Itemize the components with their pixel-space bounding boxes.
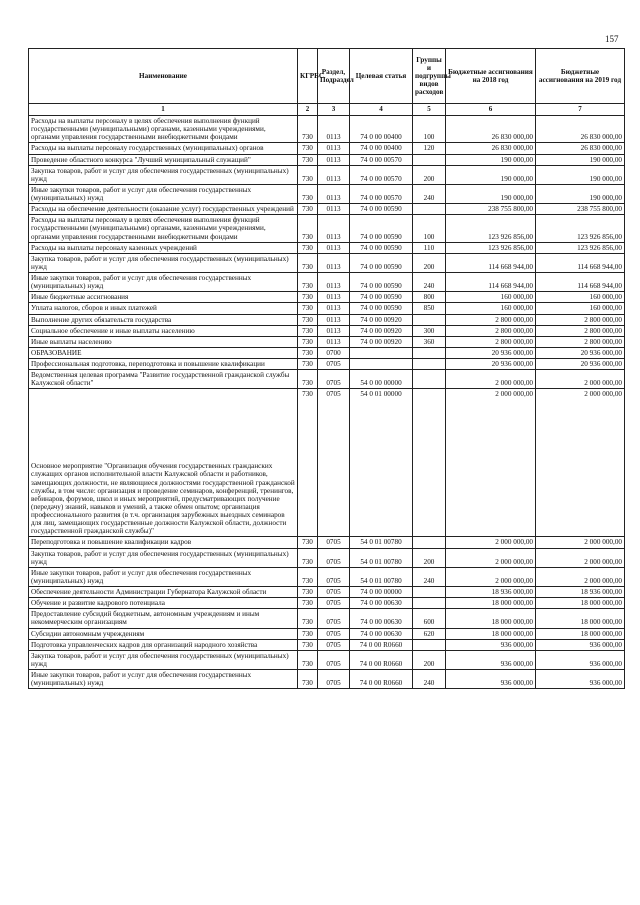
row-amount-2019: 26 830 000,00 <box>536 116 625 143</box>
row-amount-2018: 2 800 000,00 <box>446 336 536 347</box>
table-row <box>29 273 625 292</box>
row-name: Иные закупки товаров, работ и услуг для обеспечения государственных (муниципальных) нужд <box>29 273 298 292</box>
row-amount-2019: 18 000 000,00 <box>536 628 625 639</box>
row-target <box>350 347 413 358</box>
row-name: Закупка товаров, работ и услуг для обеспечения государственных (муниципальных) нужд <box>29 253 298 272</box>
row-kgrbs: 730 <box>298 347 318 358</box>
row-amount-2018: 936 000,00 <box>446 639 536 650</box>
row-name: Предоставление субсидий бюджетным, автономным учреждениям и иным некоммерческим организациям <box>29 609 298 628</box>
row-name: Закупка товаров, работ и услуг для обеспечения государственных (муниципальных) нужд <box>29 165 298 184</box>
row-kgrbs: 730 <box>298 273 318 292</box>
row-kgrbs: 730 <box>298 303 318 314</box>
row-name: Социальное обеспечение и иные выплаты населению <box>29 325 298 336</box>
row-amount-2019: 2 000 000,00 <box>536 370 625 389</box>
row-kgrbs: 730 <box>298 143 318 154</box>
row-name: Расходы на выплаты персоналу государственных (муниципальных) органов <box>29 143 298 154</box>
row-section: 0113 <box>318 215 350 242</box>
row-kgrbs: 730 <box>298 639 318 650</box>
row-kgrbs: 730 <box>298 389 318 537</box>
row-group: 200 <box>413 548 446 567</box>
row-amount-2018: 123 926 856,00 <box>446 215 536 242</box>
row-target: 54 0 01 00780 <box>350 567 413 586</box>
row-kgrbs: 730 <box>298 628 318 639</box>
row-amount-2018: 2 000 000,00 <box>446 537 536 548</box>
row-kgrbs: 730 <box>298 537 318 548</box>
row-target: 74 0 00 00630 <box>350 628 413 639</box>
table-row <box>29 650 625 669</box>
table-row <box>29 242 625 253</box>
row-amount-2018: 190 000,00 <box>446 154 536 165</box>
row-target: 54 0 00 00000 <box>350 370 413 389</box>
row-amount-2019: 2 800 000,00 <box>536 325 625 336</box>
row-name: ОБРАЗОВАНИЕ <box>29 347 298 358</box>
row-section: 0113 <box>318 292 350 303</box>
row-amount-2018: 2 000 000,00 <box>446 389 536 537</box>
row-target: 74 0 00 00590 <box>350 292 413 303</box>
row-group: 200 <box>413 650 446 669</box>
row-amount-2019: 20 936 000,00 <box>536 347 625 358</box>
row-kgrbs: 730 <box>298 154 318 165</box>
row-amount-2019: 2 000 000,00 <box>536 548 625 567</box>
row-name: Иные закупки товаров, работ и услуг для обеспечения государственных (муниципальных) нужд <box>29 567 298 586</box>
row-amount-2019: 936 000,00 <box>536 650 625 669</box>
row-amount-2019: 160 000,00 <box>536 303 625 314</box>
row-section: 0705 <box>318 598 350 609</box>
row-kgrbs: 730 <box>298 292 318 303</box>
table-row <box>29 292 625 303</box>
page-number: 157 <box>605 34 619 44</box>
row-target: 74 0 00 00630 <box>350 598 413 609</box>
table-row <box>29 143 625 154</box>
row-kgrbs: 730 <box>298 587 318 598</box>
col-number: 5 <box>413 104 446 116</box>
row-amount-2018: 2 000 000,00 <box>446 370 536 389</box>
row-section: 0705 <box>318 370 350 389</box>
row-amount-2018: 18 000 000,00 <box>446 598 536 609</box>
col-number: 4 <box>350 104 413 116</box>
row-section: 0113 <box>318 314 350 325</box>
row-kgrbs: 730 <box>298 215 318 242</box>
col-number: 6 <box>446 104 536 116</box>
row-amount-2018: 26 830 000,00 <box>446 116 536 143</box>
row-amount-2019: 18 000 000,00 <box>536 598 625 609</box>
row-section: 0113 <box>318 154 350 165</box>
row-amount-2018: 18 000 000,00 <box>446 628 536 639</box>
row-target: 54 0 01 00000 <box>350 389 413 537</box>
table-row <box>29 537 625 548</box>
row-group <box>413 537 446 548</box>
row-amount-2018: 114 668 944,00 <box>446 273 536 292</box>
row-name: Профессиональная подготовка, переподготовка и повышение квалификации <box>29 359 298 370</box>
row-kgrbs: 730 <box>298 359 318 370</box>
row-name: Расходы на выплаты персоналу казенных учреждений <box>29 242 298 253</box>
row-section: 0705 <box>318 389 350 537</box>
row-group: 300 <box>413 325 446 336</box>
row-group: 240 <box>413 567 446 586</box>
row-amount-2018: 936 000,00 <box>446 650 536 669</box>
row-amount-2019: 2 000 000,00 <box>536 537 625 548</box>
row-section: 0705 <box>318 639 350 650</box>
row-section: 0705 <box>318 670 350 689</box>
row-group <box>413 370 446 389</box>
table-row <box>29 548 625 567</box>
table-row <box>29 154 625 165</box>
row-section: 0113 <box>318 184 350 203</box>
row-amount-2019: 190 000,00 <box>536 165 625 184</box>
row-kgrbs: 730 <box>298 548 318 567</box>
table-row <box>29 215 625 242</box>
row-amount-2018: 190 000,00 <box>446 165 536 184</box>
row-name: Субсидии автономным учреждениям <box>29 628 298 639</box>
table-row <box>29 336 625 347</box>
row-name: Ведомственная целевая программа "Развитие государственной гражданской службы Калужской области" <box>29 370 298 389</box>
table-row <box>29 389 625 537</box>
row-name: Иные закупки товаров, работ и услуг для обеспечения государственных (муниципальных) нужд <box>29 184 298 203</box>
row-target <box>350 359 413 370</box>
row-amount-2019: 114 668 944,00 <box>536 253 625 272</box>
row-name: Обеспечение деятельности Администрации Губернатора Калужской области <box>29 587 298 598</box>
row-kgrbs: 730 <box>298 314 318 325</box>
row-amount-2018: 160 000,00 <box>446 303 536 314</box>
row-amount-2019: 2 800 000,00 <box>536 336 625 347</box>
row-group <box>413 314 446 325</box>
row-group <box>413 347 446 358</box>
row-target: 54 0 01 00780 <box>350 537 413 548</box>
table-row <box>29 628 625 639</box>
col-number: 3 <box>318 104 350 116</box>
row-name: Подготовка управленческих кадров для организаций народного хозяйства <box>29 639 298 650</box>
table-row <box>29 116 625 143</box>
row-kgrbs: 730 <box>298 370 318 389</box>
col-number: 7 <box>536 104 625 116</box>
row-section: 0705 <box>318 628 350 639</box>
row-section: 0113 <box>318 143 350 154</box>
row-amount-2018: 18 000 000,00 <box>446 609 536 628</box>
table-row <box>29 314 625 325</box>
table-row <box>29 670 625 689</box>
row-section: 0113 <box>318 204 350 215</box>
col-number: 1 <box>29 104 298 116</box>
row-name: Закупка товаров, работ и услуг для обеспечения государственных (муниципальных) нужд <box>29 650 298 669</box>
row-amount-2019: 936 000,00 <box>536 639 625 650</box>
row-target: 74 0 00 00570 <box>350 154 413 165</box>
row-target: 74 0 00 00590 <box>350 204 413 215</box>
row-kgrbs: 730 <box>298 670 318 689</box>
row-name: Расходы на обеспечение деятельности (оказание услуг) государственных учреждений <box>29 204 298 215</box>
table-row <box>29 303 625 314</box>
row-kgrbs: 730 <box>298 336 318 347</box>
header-kgrbs: КГРБС <box>298 49 318 104</box>
row-name: Закупка товаров, работ и услуг для обеспечения государственных (муниципальных) нужд <box>29 548 298 567</box>
row-name: Иные закупки товаров, работ и услуг для обеспечения государственных (муниципальных) нужд <box>29 670 298 689</box>
header-name: Наименование <box>29 49 298 104</box>
row-section: 0705 <box>318 567 350 586</box>
row-section: 0705 <box>318 548 350 567</box>
row-group: 100 <box>413 116 446 143</box>
row-amount-2018: 190 000,00 <box>446 184 536 203</box>
row-amount-2019: 18 936 000,00 <box>536 587 625 598</box>
row-amount-2018: 2 000 000,00 <box>446 548 536 567</box>
row-target: 74 0 00 00920 <box>350 336 413 347</box>
row-target: 74 0 00 00920 <box>350 314 413 325</box>
row-kgrbs: 730 <box>298 116 318 143</box>
table-row <box>29 184 625 203</box>
table-body <box>29 116 625 689</box>
row-amount-2019: 123 926 856,00 <box>536 242 625 253</box>
row-group: 200 <box>413 165 446 184</box>
row-section: 0113 <box>318 303 350 314</box>
row-amount-2018: 123 926 856,00 <box>446 242 536 253</box>
row-group: 240 <box>413 670 446 689</box>
row-amount-2018: 2 800 000,00 <box>446 314 536 325</box>
table-row <box>29 347 625 358</box>
row-target: 74 0 00 00590 <box>350 303 413 314</box>
row-amount-2018: 160 000,00 <box>446 292 536 303</box>
row-group <box>413 359 446 370</box>
row-amount-2018: 936 000,00 <box>446 670 536 689</box>
row-kgrbs: 730 <box>298 242 318 253</box>
header-section: Раздел, Подраздел <box>318 49 350 104</box>
row-section: 0113 <box>318 336 350 347</box>
table-row <box>29 253 625 272</box>
row-group: 850 <box>413 303 446 314</box>
table-row <box>29 325 625 336</box>
row-group: 620 <box>413 628 446 639</box>
row-amount-2019: 26 830 000,00 <box>536 143 625 154</box>
row-name: Иные бюджетные ассигнования <box>29 292 298 303</box>
header-2018: Бюджетные ассигнования на 2018 год <box>446 49 536 104</box>
row-name: Расходы на выплаты персоналу в целях обеспечения выполнения функций государственными (муниципальными) органами, казенными учреждениями, органами управления государственными внебюджетными фондами <box>29 116 298 143</box>
row-section: 0113 <box>318 165 350 184</box>
row-group: 200 <box>413 253 446 272</box>
row-section: 0113 <box>318 273 350 292</box>
budget-table <box>28 48 625 689</box>
row-group: 100 <box>413 215 446 242</box>
row-kgrbs: 730 <box>298 598 318 609</box>
table-row <box>29 204 625 215</box>
row-group <box>413 598 446 609</box>
row-amount-2018: 18 936 000,00 <box>446 587 536 598</box>
row-target: 74 0 00 00920 <box>350 325 413 336</box>
row-target: 74 0 00 00590 <box>350 242 413 253</box>
row-kgrbs: 730 <box>298 253 318 272</box>
row-group: 240 <box>413 273 446 292</box>
table-row <box>29 639 625 650</box>
row-section: 0113 <box>318 242 350 253</box>
row-section: 0705 <box>318 650 350 669</box>
header-group: Группы и подгруппы видов расходов <box>413 49 446 104</box>
row-group <box>413 154 446 165</box>
row-name: Основное мероприятие "Организация обучения государственных гражданских служащих органов исполнительной власти Калужской области и работников, замещающих должности, не являющиеся должностями государственной гражданской службы, в том числе: организация и проведение семинаров, конференций, тренингов, вебинаров, форумов, школ и иных мероприятий, предусматривающих получение (передачу) знаний, навыков и умений, а также обмен опытом; организация профессионального развития (в т.ч. организация зарубежных выездных семинаров для лиц, замещающих государственные должности Калужской области, должности государственной гражданской службы)" <box>29 389 298 537</box>
row-target: 74 0 00 00400 <box>350 116 413 143</box>
row-group <box>413 639 446 650</box>
row-target: 74 0 00 00590 <box>350 253 413 272</box>
row-section: 0705 <box>318 609 350 628</box>
row-amount-2019: 190 000,00 <box>536 184 625 203</box>
row-kgrbs: 730 <box>298 567 318 586</box>
header-2019: Бюджетные ассигнования на 2019 год <box>536 49 625 104</box>
row-target: 74 0 00 00590 <box>350 273 413 292</box>
row-group <box>413 389 446 537</box>
row-amount-2019: 2 000 000,00 <box>536 567 625 586</box>
row-group: 120 <box>413 143 446 154</box>
row-amount-2018: 20 936 000,00 <box>446 359 536 370</box>
row-target: 74 0 00 00590 <box>350 215 413 242</box>
row-amount-2018: 114 668 944,00 <box>446 253 536 272</box>
table-row <box>29 165 625 184</box>
row-group: 600 <box>413 609 446 628</box>
row-target: 74 0 00 R0660 <box>350 639 413 650</box>
col-number: 2 <box>298 104 318 116</box>
table-row <box>29 609 625 628</box>
row-kgrbs: 730 <box>298 609 318 628</box>
row-group: 800 <box>413 292 446 303</box>
row-kgrbs: 730 <box>298 204 318 215</box>
row-group <box>413 204 446 215</box>
row-amount-2019: 2 800 000,00 <box>536 314 625 325</box>
row-section: 0113 <box>318 253 350 272</box>
row-name: Обучение и развитие кадрового потенциала <box>29 598 298 609</box>
row-name: Проведение областного конкурса "Лучший муниципальный служащий" <box>29 154 298 165</box>
row-kgrbs: 730 <box>298 184 318 203</box>
table-row <box>29 567 625 586</box>
row-amount-2019: 2 000 000,00 <box>536 389 625 537</box>
row-section: 0705 <box>318 359 350 370</box>
row-group: 240 <box>413 184 446 203</box>
row-target: 74 0 00 R0660 <box>350 650 413 669</box>
table-row <box>29 359 625 370</box>
row-section: 0705 <box>318 587 350 598</box>
row-target: 74 0 00 R0660 <box>350 670 413 689</box>
row-amount-2019: 160 000,00 <box>536 292 625 303</box>
row-amount-2019: 238 755 800,00 <box>536 204 625 215</box>
row-group <box>413 587 446 598</box>
row-name: Переподготовка и повышение квалификации кадров <box>29 537 298 548</box>
row-kgrbs: 730 <box>298 325 318 336</box>
row-target: 74 0 00 00570 <box>350 184 413 203</box>
row-group: 360 <box>413 336 446 347</box>
row-target: 74 0 00 00630 <box>350 609 413 628</box>
row-name: Уплата налогов, сборов и иных платежей <box>29 303 298 314</box>
row-name: Выполнение других обязательств государства <box>29 314 298 325</box>
row-amount-2019: 114 668 944,00 <box>536 273 625 292</box>
row-section: 0113 <box>318 116 350 143</box>
column-number-row <box>29 104 625 116</box>
row-kgrbs: 730 <box>298 165 318 184</box>
row-group: 110 <box>413 242 446 253</box>
header-target: Целевая статья <box>350 49 413 104</box>
row-name: Расходы на выплаты персоналу в целях обеспечения выполнения функций государственными (муниципальными) органами, казенными учреждениями, органами управления государственными внебюджетными фондами <box>29 215 298 242</box>
row-amount-2018: 238 755 800,00 <box>446 204 536 215</box>
row-amount-2019: 190 000,00 <box>536 154 625 165</box>
row-section: 0705 <box>318 537 350 548</box>
row-target: 74 0 00 00400 <box>350 143 413 154</box>
row-amount-2018: 2 000 000,00 <box>446 567 536 586</box>
row-target: 54 0 01 00780 <box>350 548 413 567</box>
table-row <box>29 587 625 598</box>
row-target: 74 0 00 00570 <box>350 165 413 184</box>
row-kgrbs: 730 <box>298 650 318 669</box>
header-row <box>29 49 625 104</box>
row-section: 0700 <box>318 347 350 358</box>
row-amount-2019: 18 000 000,00 <box>536 609 625 628</box>
row-amount-2018: 26 830 000,00 <box>446 143 536 154</box>
row-amount-2019: 123 926 856,00 <box>536 215 625 242</box>
row-amount-2019: 20 936 000,00 <box>536 359 625 370</box>
row-name: Иные выплаты населению <box>29 336 298 347</box>
row-section: 0113 <box>318 325 350 336</box>
row-amount-2018: 20 936 000,00 <box>446 347 536 358</box>
row-amount-2018: 2 800 000,00 <box>446 325 536 336</box>
table-row <box>29 370 625 389</box>
row-amount-2019: 936 000,00 <box>536 670 625 689</box>
table-row <box>29 598 625 609</box>
row-target: 74 0 00 00000 <box>350 587 413 598</box>
